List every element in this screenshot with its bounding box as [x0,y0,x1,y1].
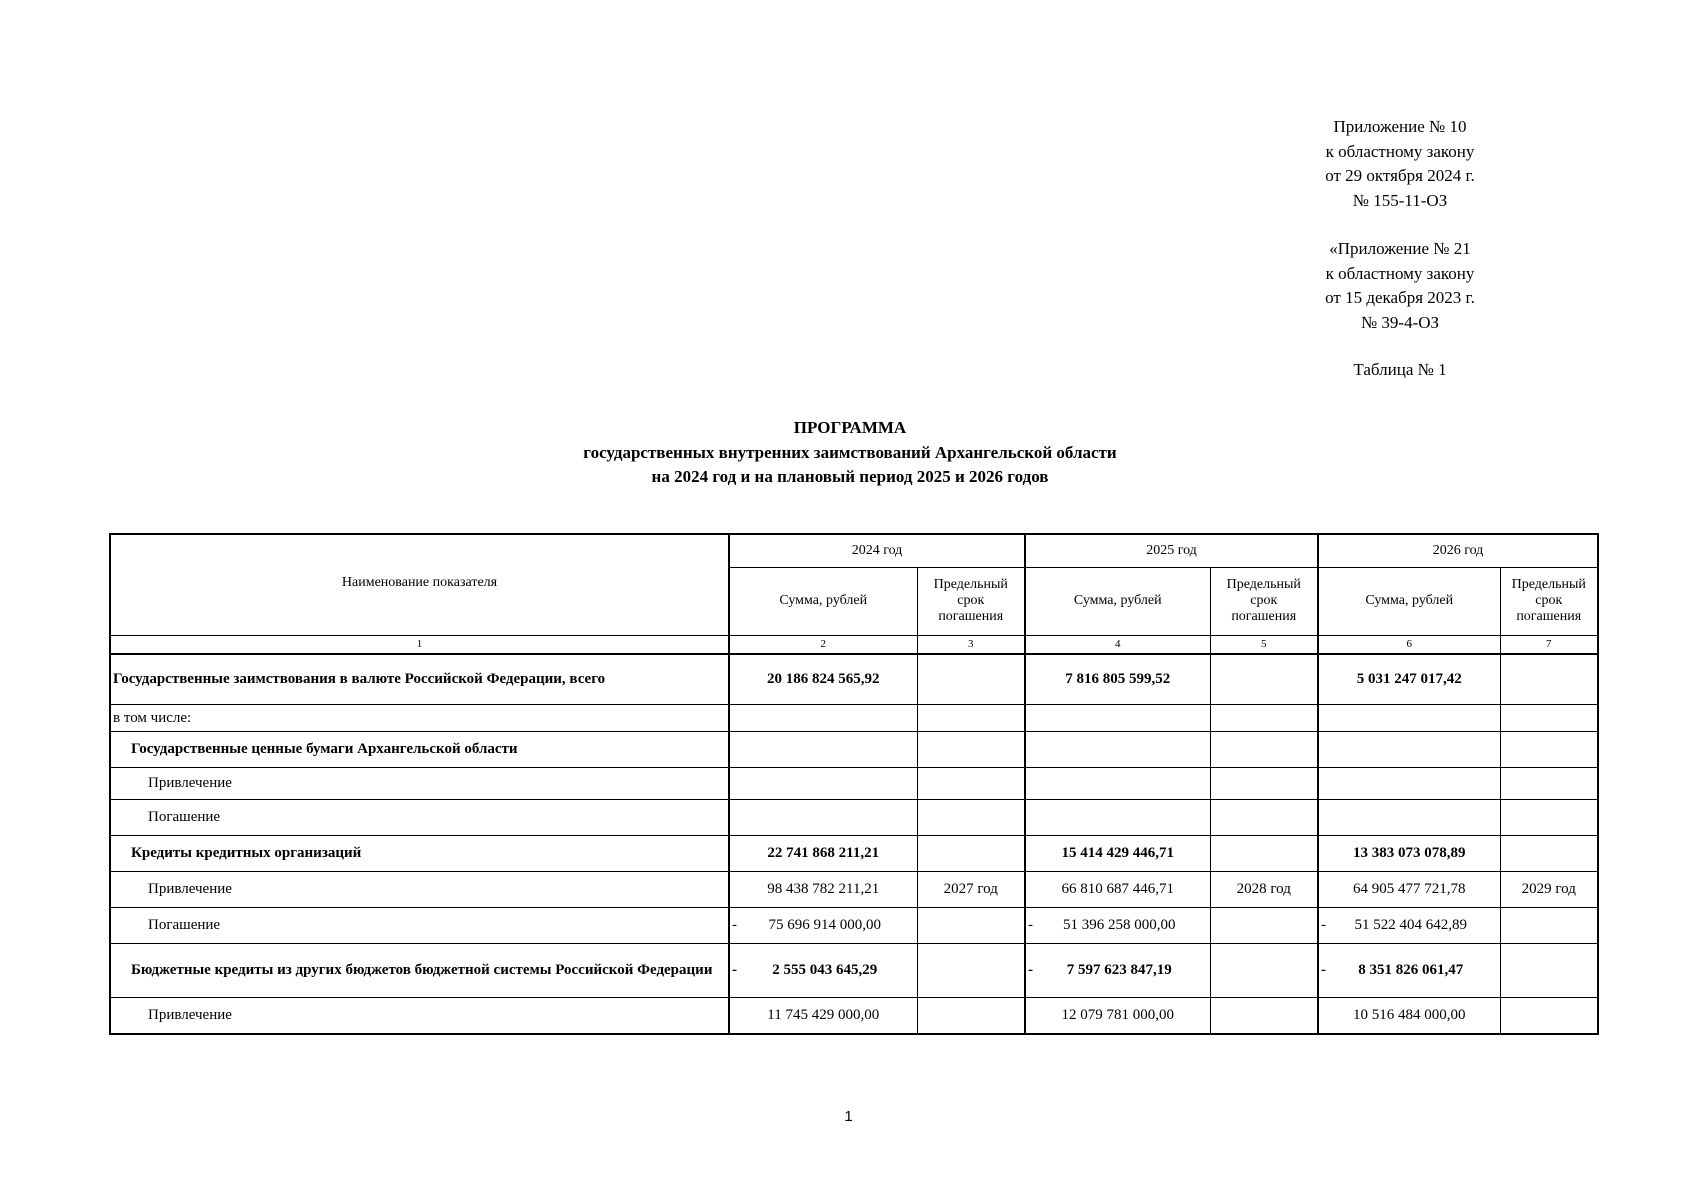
sum-2026: 10 516 484 000,00 [1318,998,1500,1034]
term-2024 [917,768,1025,800]
column-number: 4 [1025,635,1210,654]
title-line-2: государственных внутренних заимствований Архангельской области [583,442,1117,462]
header-sum-2025: Сумма, рублей [1025,567,1210,635]
term-2025: 2028 год [1210,872,1318,908]
term-2025 [1210,800,1318,836]
term-2024: 2027 год [917,872,1025,908]
header-indicator-name-text: Наименование показателя [341,575,498,590]
sum-2026 [1318,908,1500,944]
header-indicator-name [110,534,729,635]
header-year-2025: 2025 год [1025,534,1318,567]
sum-value: 8 351 826 061,47 [1358,962,1464,978]
table-row [110,836,1598,872]
sum-2024 [729,705,917,732]
sum-2026: 13 383 073 078,89 [1318,836,1500,872]
column-number: 3 [917,635,1025,654]
term-2026 [1500,654,1598,705]
appendix-line: № 155-11-ОЗ [1352,190,1448,210]
sum-2025: 12 079 781 000,00 [1025,998,1210,1034]
sum-2025: 66 810 687 446,71 [1025,872,1210,908]
table-row [110,872,1598,908]
term-line: Предельный [1511,577,1586,592]
term-2025 [1210,836,1318,872]
table-row [110,800,1598,836]
term-2026 [1500,768,1598,800]
row-name: Государственные ценные бумаги Архангельской области [110,732,729,768]
term-2026 [1500,836,1598,872]
term-2024 [917,732,1025,768]
sum-value: 75 696 914 000,00 [768,917,881,933]
row-name: Погашение [110,800,729,836]
row-name: Кредиты кредитных организаций [110,836,729,872]
appendix-line: Приложение № 10 [1333,117,1467,136]
header-term-2024 [917,567,1025,635]
table-row [110,732,1598,768]
sum-value: 7 597 623 847,19 [1066,962,1172,978]
header-term-2026 [1500,567,1598,635]
row-name: Привлечение [110,872,729,908]
row-name: Погашение [110,908,729,944]
document-title [300,416,1400,490]
sum-2024: 22 741 868 211,21 [729,836,917,872]
column-number: 6 [1318,635,1500,654]
table-row [110,654,1598,705]
term-2025 [1210,768,1318,800]
table-row [110,768,1598,800]
borrowing-program-table [109,533,1599,1035]
appendix-line: к областному закону [1325,263,1475,283]
table-row [110,944,1598,998]
sum-2026: 64 905 477 721,78 [1318,872,1500,908]
term-2025 [1210,705,1318,732]
term-2025 [1210,732,1318,768]
term-line: погашения [938,609,1004,624]
column-number: 2 [729,635,917,654]
sum-2025: 7 816 805 599,52 [1025,654,1210,705]
term-line: срок [957,593,985,608]
appendix-note [1280,115,1520,335]
term-2024 [917,705,1025,732]
sum-2026 [1318,800,1500,836]
title-line-3: на 2024 год и на плановый период 2025 и 2026 годов [651,467,1049,486]
term-2026 [1500,998,1598,1034]
sum-2026 [1318,705,1500,732]
term-2026: 2029 год [1500,872,1598,908]
appendix-line: от 29 октября 2024 г. [1325,166,1475,185]
table-row [110,705,1598,732]
row-name: Государственные заимствования в валюте Российской Федерации, всего [110,654,729,705]
row-name: Привлечение [110,998,729,1034]
sum-2025 [1025,705,1210,732]
term-2025 [1210,908,1318,944]
row-name: Привлечение [110,768,729,800]
term-line: погашения [1516,609,1582,624]
appendix-line: от 15 декабря 2023 г. [1325,288,1475,307]
appendix-line: № 39-4-ОЗ [1360,312,1440,332]
term-2026 [1500,705,1598,732]
minus-sign: - [1321,962,1326,978]
term-line: Предельный [1226,577,1301,592]
header-term-2025 [1210,567,1318,635]
column-number: 5 [1210,635,1318,654]
term-2024 [917,836,1025,872]
term-line: погашения [1231,609,1297,624]
sum-2024 [729,732,917,768]
sum-2024 [729,944,917,998]
term-2026 [1500,800,1598,836]
term-2026 [1500,908,1598,944]
term-2024 [917,944,1025,998]
column-number: 1 [110,635,729,654]
term-line: срок [1250,593,1278,608]
minus-sign: - [1321,917,1326,933]
term-2024 [917,800,1025,836]
sum-2025 [1025,908,1210,944]
column-number: 7 [1500,635,1598,654]
header-year-2024: 2024 год [729,534,1025,567]
sum-2024: 20 186 824 565,92 [729,654,917,705]
sum-2025 [1025,768,1210,800]
header-sum-2024: Сумма, рублей [729,567,917,635]
sum-2025: 15 414 429 446,71 [1025,836,1210,872]
row-name: в том числе: [110,705,729,732]
term-2026 [1500,944,1598,998]
sum-2026 [1318,944,1500,998]
minus-sign: - [732,917,737,933]
term-2024 [917,654,1025,705]
sum-value: 51 522 404 642,89 [1354,917,1467,933]
sum-2024: 98 438 782 211,21 [729,872,917,908]
term-2026 [1500,732,1598,768]
page-number: 1 [844,1108,853,1125]
table-row [110,998,1598,1034]
title-line-1: ПРОГРАММА [793,418,907,437]
sum-2026 [1318,732,1500,768]
sum-2025 [1025,732,1210,768]
header-year-2026: 2026 год [1318,534,1598,567]
table-row [110,908,1598,944]
sum-2024 [729,768,917,800]
term-line: Предельный [933,577,1008,592]
header-sum-2026: Сумма, рублей [1318,567,1500,635]
sum-2026: 5 031 247 017,42 [1318,654,1500,705]
sum-2026 [1318,768,1500,800]
sum-2025 [1025,800,1210,836]
spacer [1280,213,1520,237]
term-2025 [1210,944,1318,998]
minus-sign: - [1028,917,1033,933]
sum-2025 [1025,944,1210,998]
row-name: Бюджетные кредиты из других бюджетов бюджетной системы Российской Федерации [110,944,729,998]
sum-value: 51 396 258 000,00 [1063,917,1176,933]
sum-2024: 11 745 429 000,00 [729,998,917,1034]
appendix-line: «Приложение № 21 [1329,239,1471,258]
sum-2024 [729,800,917,836]
appendix-line: к областному закону [1325,141,1475,161]
minus-sign: - [732,962,737,978]
term-2025 [1210,654,1318,705]
term-line: срок [1535,593,1563,608]
term-2025 [1210,998,1318,1034]
minus-sign: - [1028,962,1033,978]
term-2024 [917,908,1025,944]
sum-value: 2 555 043 645,29 [772,962,878,978]
term-2024 [917,998,1025,1034]
table-label: Таблица № 1 [1353,360,1447,379]
sum-2024 [729,908,917,944]
